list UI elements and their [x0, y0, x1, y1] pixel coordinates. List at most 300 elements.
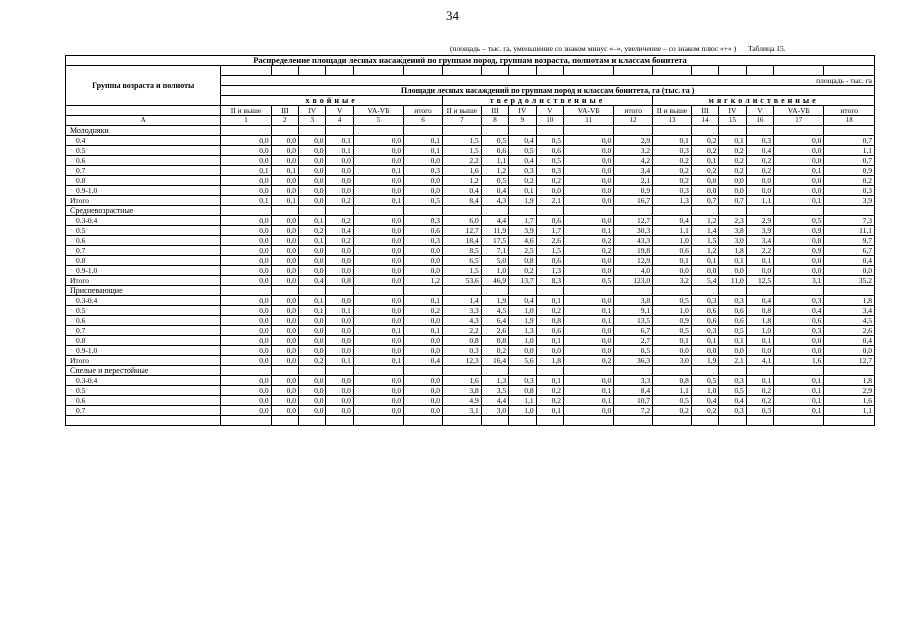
table-cell: 0,1 — [719, 256, 746, 266]
table-cell: 0,0 — [404, 406, 443, 416]
column-header: V — [536, 106, 563, 116]
row-label: 0.7 — [66, 166, 221, 176]
table-cell: 0,6 — [691, 306, 718, 316]
table-cell: 0,0 — [299, 166, 326, 176]
table-cell: 0,0 — [271, 396, 298, 406]
table-cell: 6,4 — [481, 316, 508, 326]
table-cell: 0,1 — [299, 306, 326, 316]
table-cell: 0,3 — [824, 186, 875, 196]
table-cell: 1,1 — [653, 226, 692, 236]
table-cell: 0,2 — [719, 146, 746, 156]
table-cell: 0,1 — [653, 136, 692, 146]
table-cell: 0,2 — [691, 146, 718, 156]
table-cell: 0,0 — [221, 296, 271, 306]
table-cell: 0,0 — [326, 296, 353, 306]
table-cell: 0,9 — [614, 186, 653, 196]
table-cell: 0,5 — [653, 296, 692, 306]
table-cell: 0,0 — [271, 156, 298, 166]
empty-cell — [653, 366, 692, 376]
table-cell: 0,4 — [509, 296, 536, 306]
empty-cell — [691, 286, 718, 296]
table-cell: 0,0 — [221, 346, 271, 356]
table-cell: 1,3 — [536, 266, 563, 276]
table-cell: 0,8 — [481, 336, 508, 346]
blank-header-cell — [653, 66, 692, 76]
table-cell: 1,2 — [691, 216, 718, 226]
table-cell: 0,0 — [774, 256, 824, 266]
table-cell: 0,1 — [653, 256, 692, 266]
table-cell: 0,0 — [774, 186, 824, 196]
empty-cell — [774, 206, 824, 216]
table-cell: 0,0 — [271, 386, 298, 396]
table-cell: 0,6 — [719, 316, 746, 326]
table-cell: 0,3 — [404, 236, 443, 246]
empty-cell — [691, 416, 718, 426]
table-cell: 1,1 — [509, 396, 536, 406]
section-row — [66, 286, 875, 296]
table-cell: 0,0 — [299, 176, 326, 186]
table-cell: 0,2 — [481, 346, 508, 356]
table-cell: 30,3 — [614, 226, 653, 236]
total-row — [66, 276, 875, 286]
table-cell: 0,3 — [536, 166, 563, 176]
empty-cell — [271, 286, 298, 296]
column-index: 11 — [563, 116, 613, 126]
table-cell: 1,9 — [509, 316, 536, 326]
row-label: 0.8 — [66, 256, 221, 266]
table-cell: 0,0 — [353, 176, 403, 186]
table-cell: 0,8 — [509, 386, 536, 396]
row-label: 0.5 — [66, 146, 221, 156]
table-cell: 0,0 — [271, 376, 298, 386]
table-cell: 1,0 — [481, 266, 508, 276]
table-cell: 0,1 — [353, 196, 403, 206]
table-cell: 0,2 — [326, 236, 353, 246]
column-header: IV — [509, 106, 536, 116]
table-cell: 0,0 — [404, 266, 443, 276]
row-label: 0.8 — [66, 336, 221, 346]
table-cell: 3,8 — [614, 296, 653, 306]
table-cell: 0,1 — [221, 166, 271, 176]
table-cell: 0,6 — [536, 256, 563, 266]
table-cell: 0,1 — [536, 376, 563, 386]
empty-cell — [404, 416, 443, 426]
table-cell: 0,0 — [299, 256, 326, 266]
table-cell: 0,0 — [299, 376, 326, 386]
table-cell: 0,0 — [353, 226, 403, 236]
table-cell: 1,8 — [824, 376, 875, 386]
empty-cell — [746, 416, 773, 426]
table-cell: 0,7 — [719, 196, 746, 206]
table-subtitle: Площади лесных насаждений по группам пород и классам бонитета, га (тыс. га ) — [221, 86, 875, 96]
row-label: 0.7 — [66, 326, 221, 336]
empty-cell — [563, 126, 613, 136]
empty-cell — [326, 366, 353, 376]
table-cell: 0,3 — [404, 166, 443, 176]
empty-cell — [221, 206, 271, 216]
table-cell: 0,0 — [326, 326, 353, 336]
table-cell: 1,5 — [442, 136, 481, 146]
table-cell: 0,0 — [221, 356, 271, 366]
table-cell: 0,0 — [774, 346, 824, 356]
table-cell: 0,0 — [221, 336, 271, 346]
table-cell: 1,6 — [774, 356, 824, 366]
table-cell: 0,0 — [563, 186, 613, 196]
table-cell: 53,6 — [442, 276, 481, 286]
table-cell: 6,5 — [442, 256, 481, 266]
table-cell: 0,5 — [774, 216, 824, 226]
table-cell: 0,0 — [719, 186, 746, 196]
table-cell: 0,0 — [299, 186, 326, 196]
table-row — [66, 376, 875, 386]
table-cell: 5,0 — [481, 256, 508, 266]
empty-cell — [299, 286, 326, 296]
table-cell: 1,8 — [746, 316, 773, 326]
table-cell: 12,3 — [442, 356, 481, 366]
empty-cell — [509, 206, 536, 216]
table-cell: 0,0 — [299, 146, 326, 156]
table-cell: 0,0 — [353, 296, 403, 306]
units-label: площадь - тыс. га — [221, 76, 875, 86]
column-index: 4 — [326, 116, 353, 126]
table-cell: 1,8 — [536, 356, 563, 366]
row-label: 0.9-1.0 — [66, 346, 221, 356]
table-cell: 0,4 — [299, 276, 326, 286]
table-cell: 0,0 — [404, 246, 443, 256]
row-label: Итого — [66, 196, 221, 206]
table-cell: 0,8 — [536, 316, 563, 326]
table-cell: 0,0 — [299, 266, 326, 276]
table-cell: 0,3 — [774, 326, 824, 336]
table-cell: 0,3 — [719, 376, 746, 386]
empty-cell — [481, 126, 508, 136]
table-cell: 0,0 — [563, 166, 613, 176]
table-row — [66, 336, 875, 346]
table-row — [66, 176, 875, 186]
table-cell: 5,4 — [691, 276, 718, 286]
table-cell: 0,0 — [221, 266, 271, 276]
table-cell: 1,6 — [442, 376, 481, 386]
table-cell: 0,0 — [404, 156, 443, 166]
table-cell: 0,0 — [353, 386, 403, 396]
table-cell: 0,1 — [563, 396, 613, 406]
column-header: VA-VБ — [353, 106, 403, 116]
row-header-label: Группы возраста и полноты — [66, 66, 221, 106]
empty-cell — [404, 286, 443, 296]
table-cell: 0,3 — [746, 406, 773, 416]
table-cell: 3,3 — [442, 306, 481, 316]
table-cell: 0,1 — [353, 166, 403, 176]
blank-header-cell — [774, 66, 824, 76]
table-cell: 2,7 — [614, 336, 653, 346]
column-index: 5 — [353, 116, 403, 126]
blank-header-cell — [404, 66, 443, 76]
empty-cell — [774, 416, 824, 426]
empty-cell — [66, 416, 221, 426]
column-index: 12 — [614, 116, 653, 126]
table-cell: 0,3 — [691, 296, 718, 306]
table-cell: 0,4 — [824, 256, 875, 266]
empty-cell — [404, 126, 443, 136]
empty-cell — [691, 126, 718, 136]
table-cell: 0,0 — [353, 406, 403, 416]
empty-cell — [353, 206, 403, 216]
table-cell: 0,0 — [404, 176, 443, 186]
column-header: III — [271, 106, 298, 116]
table-cell: 1,1 — [824, 406, 875, 416]
table-cell: 3,5 — [481, 386, 508, 396]
table-cell: 1,4 — [442, 296, 481, 306]
column-index-row — [66, 116, 875, 126]
table-cell: 4,5 — [481, 306, 508, 316]
table-cell: 0,0 — [563, 146, 613, 156]
table-cell: 0,3 — [404, 216, 443, 226]
empty-cell — [719, 126, 746, 136]
table-cell: 0,1 — [326, 306, 353, 316]
column-index: A — [66, 116, 221, 126]
blank-header-cell — [509, 66, 536, 76]
table-cell: 0,0 — [824, 266, 875, 276]
table-cell: 0,1 — [404, 136, 443, 146]
table-cell: 0,0 — [299, 396, 326, 406]
empty-cell — [326, 126, 353, 136]
table-cell: 0,0 — [271, 296, 298, 306]
column-header: V — [746, 106, 773, 116]
total-row — [66, 356, 875, 366]
table-row — [66, 306, 875, 316]
table-cell: 0,0 — [221, 186, 271, 196]
empty-cell — [536, 366, 563, 376]
empty-cell — [719, 366, 746, 376]
table-cell: 1,9 — [509, 196, 536, 206]
table-cell: 0,4 — [746, 296, 773, 306]
table-cell: 0,6 — [691, 316, 718, 326]
table-cell: 0,1 — [271, 166, 298, 176]
table-note — [450, 44, 786, 53]
table-cell: 0,0 — [509, 346, 536, 356]
table-cell: 0,0 — [299, 386, 326, 396]
table-cell: 1,1 — [481, 156, 508, 166]
table-cell: 0,1 — [536, 296, 563, 306]
empty-cell — [774, 366, 824, 376]
table-cell: 2,1 — [719, 356, 746, 366]
table-cell: 3,2 — [653, 276, 692, 286]
empty-cell — [481, 416, 508, 426]
table-cell: 1,8 — [719, 246, 746, 256]
empty-cell — [442, 286, 481, 296]
table-cell: 0,1 — [719, 336, 746, 346]
table-cell: 4,3 — [442, 316, 481, 326]
empty-cell — [563, 286, 613, 296]
table-cell: 0,3 — [691, 326, 718, 336]
table-cell: 1,5 — [442, 266, 481, 276]
table-cell: 0,1 — [221, 196, 271, 206]
table-cell: 0,4 — [404, 356, 443, 366]
table-cell: 0,0 — [271, 336, 298, 346]
empty-cell — [326, 286, 353, 296]
table-cell: 0,0 — [299, 326, 326, 336]
table-cell: 12,7 — [614, 216, 653, 226]
table-cell: 0,6 — [653, 246, 692, 256]
table-cell: 0,0 — [353, 246, 403, 256]
table-cell: 0,0 — [719, 176, 746, 186]
table-cell: 0,0 — [404, 396, 443, 406]
column-index: 13 — [653, 116, 692, 126]
table-cell: 0,0 — [271, 346, 298, 356]
empty-cell — [614, 126, 653, 136]
table-cell: 1,0 — [653, 306, 692, 316]
table-cell: 0,0 — [271, 146, 298, 156]
table-cell: 0,0 — [774, 136, 824, 146]
table-cell: 0,2 — [824, 176, 875, 186]
table-cell: 6,7 — [824, 246, 875, 256]
table-cell: 0,0 — [691, 186, 718, 196]
table-cell: 0,0 — [271, 406, 298, 416]
table-cell: 0,0 — [774, 146, 824, 156]
empty-cell — [824, 286, 875, 296]
column-index: 16 — [746, 116, 773, 126]
table-cell: 0,1 — [326, 146, 353, 156]
row-label: 0.7 — [66, 246, 221, 256]
table-header — [66, 56, 875, 126]
table-cell: 0,0 — [691, 346, 718, 356]
table-cell: 0,1 — [271, 196, 298, 206]
blank-header-cell — [481, 66, 508, 76]
table-cell: 1,4 — [691, 226, 718, 236]
table-cell: 0,5 — [509, 146, 536, 156]
table-cell: 0,2 — [691, 406, 718, 416]
column-header: II и выше — [221, 106, 271, 116]
table-cell: 3,0 — [481, 406, 508, 416]
table-cell: 0,0 — [326, 176, 353, 186]
table-cell: 0,0 — [271, 306, 298, 316]
row-label: 0.9-1.0 — [66, 186, 221, 196]
table-cell: 0,0 — [326, 336, 353, 346]
table-cell: 2,9 — [824, 386, 875, 396]
table-cell: 2,1 — [536, 196, 563, 206]
table-cell: 0,0 — [563, 296, 613, 306]
empty-cell — [746, 126, 773, 136]
table-cell: 2,2 — [442, 156, 481, 166]
table-cell: 0,2 — [509, 176, 536, 186]
table-cell: 123,0 — [614, 276, 653, 286]
column-header: IV — [719, 106, 746, 116]
table-cell: 0,0 — [326, 256, 353, 266]
table-cell: 0,0 — [299, 196, 326, 206]
blank-row — [66, 416, 875, 426]
column-header: итого — [404, 106, 443, 116]
table-cell: 0,0 — [299, 406, 326, 416]
table-cell: 0,2 — [536, 306, 563, 316]
table-cell: 1,2 — [691, 246, 718, 256]
table-cell: 0,4 — [653, 216, 692, 226]
empty-cell — [719, 416, 746, 426]
group-conifers: хвойные — [221, 96, 443, 106]
empty-cell — [653, 126, 692, 136]
table-cell: 0,9 — [774, 226, 824, 236]
table-cell: 0,0 — [271, 326, 298, 336]
table-cell: 0,9 — [653, 316, 692, 326]
table-cell: 0,0 — [719, 346, 746, 356]
empty-cell — [824, 206, 875, 216]
table-cell: 0,0 — [326, 266, 353, 276]
table-cell: 0,5 — [719, 326, 746, 336]
table-cell: 0,0 — [271, 236, 298, 246]
column-header: II и выше — [442, 106, 481, 116]
empty-cell — [824, 366, 875, 376]
table-cell: 9,1 — [614, 306, 653, 316]
table-cell: 3,4 — [824, 306, 875, 316]
blank-header-cell — [442, 66, 481, 76]
group-softwood: мягколиственные — [653, 96, 875, 106]
table-cell: 0,0 — [221, 396, 271, 406]
table-cell: 4,9 — [442, 396, 481, 406]
table-cell: 0,1 — [774, 406, 824, 416]
row-label: 0.6 — [66, 316, 221, 326]
table-cell: 0,2 — [746, 386, 773, 396]
table-cell: 1,2 — [481, 166, 508, 176]
table-cell: 1,5 — [442, 146, 481, 156]
table-cell: 12,7 — [442, 226, 481, 236]
table-cell: 0,0 — [299, 246, 326, 256]
blank-header-row — [66, 66, 875, 76]
table-cell: 0,2 — [299, 226, 326, 236]
table-cell: 7,3 — [824, 216, 875, 226]
empty-cell — [326, 416, 353, 426]
table-cell: 0,0 — [221, 216, 271, 226]
table-cell: 0,1 — [746, 256, 773, 266]
table-cell: 0,1 — [326, 356, 353, 366]
table-cell: 0,0 — [271, 266, 298, 276]
table-cell: 0,0 — [774, 266, 824, 276]
blank-header-cell — [536, 66, 563, 76]
table-cell: 2,9 — [614, 136, 653, 146]
table-cell: 35,2 — [824, 276, 875, 286]
table-cell: 0,4 — [442, 186, 481, 196]
row-label: Итого — [66, 276, 221, 286]
table-cell: 0,0 — [353, 136, 403, 146]
table-cell: 1,0 — [509, 306, 536, 316]
table-cell: 12,7 — [824, 356, 875, 366]
empty-cell — [353, 366, 403, 376]
table-cell: 16,7 — [614, 196, 653, 206]
empty-cell — [271, 126, 298, 136]
empty-cell — [481, 206, 508, 216]
table-cell: 0,0 — [824, 346, 875, 356]
empty-cell — [691, 366, 718, 376]
table-cell: 0,2 — [299, 356, 326, 366]
table-cell: 4,5 — [824, 316, 875, 326]
table-cell: 0,0 — [563, 176, 613, 186]
table-cell: 1,5 — [536, 246, 563, 256]
table-cell: 0,5 — [653, 326, 692, 336]
empty-cell — [299, 126, 326, 136]
table-cell: 0,0 — [221, 316, 271, 326]
blank-header-cell — [271, 66, 298, 76]
table-cell: 0,0 — [299, 136, 326, 146]
column-index: 10 — [536, 116, 563, 126]
table-cell: 0,0 — [746, 346, 773, 356]
table-cell: 0,0 — [353, 396, 403, 406]
table-cell: 0,7 — [824, 136, 875, 146]
empty-cell — [653, 416, 692, 426]
table-cell: 46,9 — [481, 276, 508, 286]
table-cell: 0,1 — [774, 396, 824, 406]
table-cell: 1,3 — [481, 376, 508, 386]
empty-cell — [719, 206, 746, 216]
table-cell: 0,0 — [221, 376, 271, 386]
table-cell: 0,2 — [326, 196, 353, 206]
